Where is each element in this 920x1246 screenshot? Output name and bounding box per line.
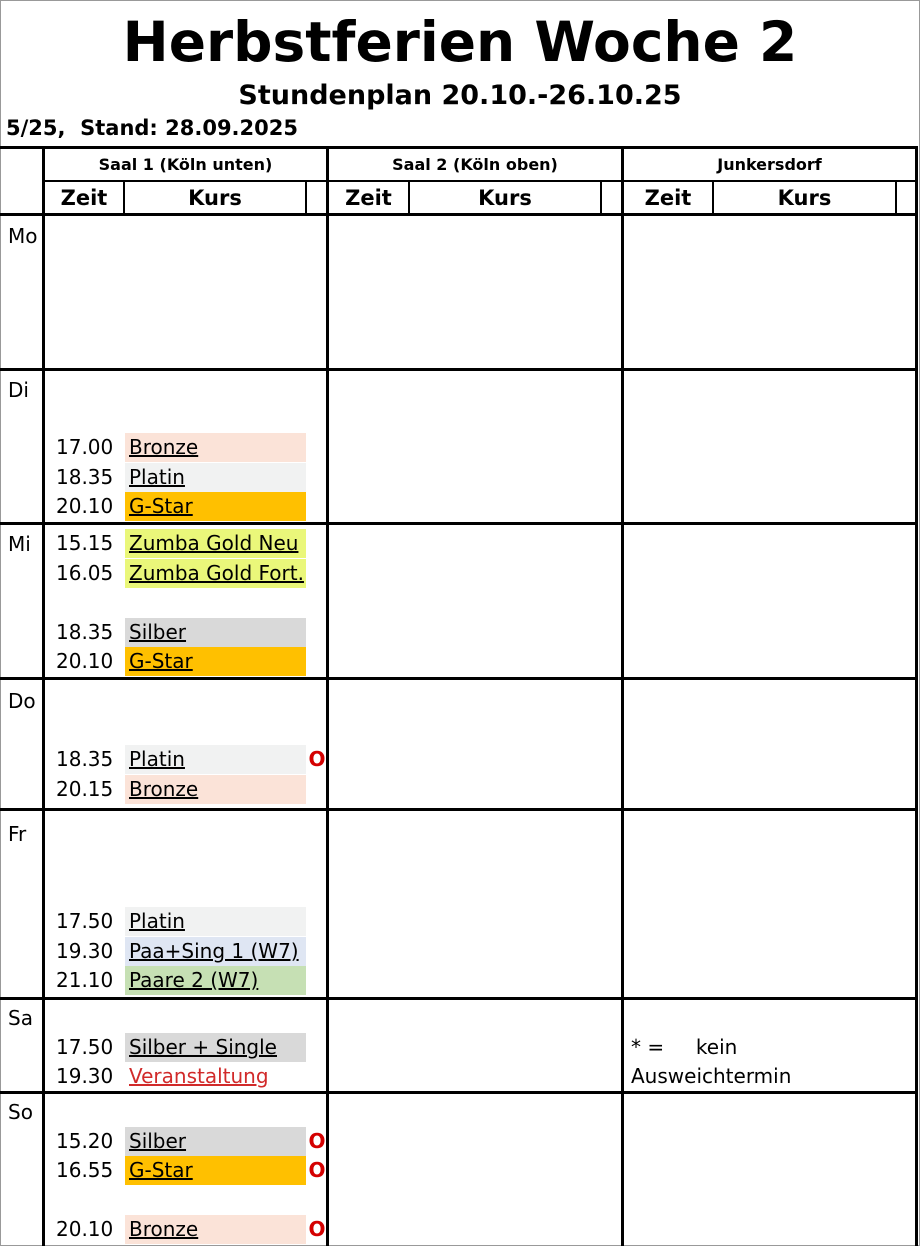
course-time: 21.10 xyxy=(56,968,114,992)
course-time: 20.10 xyxy=(56,1217,114,1241)
course-row xyxy=(0,1156,330,1185)
course-time: 15.15 xyxy=(56,531,114,555)
course-time: 20.10 xyxy=(56,649,114,673)
course-time: 16.05 xyxy=(56,561,114,585)
hall-header-saal1: Saal 1 (Köln unten) xyxy=(98,155,273,174)
course-time: 19.30 xyxy=(56,1064,114,1088)
course-link[interactable]: G-Star xyxy=(125,492,306,521)
day-label-so: So xyxy=(8,1100,33,1124)
day-label-di: Di xyxy=(8,378,29,402)
course-time: 17.50 xyxy=(56,1035,114,1059)
course-row xyxy=(0,618,330,647)
course-row xyxy=(0,1127,330,1156)
course-row xyxy=(0,1062,330,1091)
marker-o: O xyxy=(308,1129,326,1153)
marker-o: O xyxy=(308,1217,326,1241)
col-header-kurs: Kurs xyxy=(777,186,832,210)
course-link[interactable]: Platin xyxy=(125,463,306,492)
hall-header-saal2: Saal 2 (Köln oben) xyxy=(392,155,558,174)
course-time: 16.55 xyxy=(56,1158,114,1182)
course-link[interactable]: Bronze xyxy=(125,433,306,462)
course-time: 19.30 xyxy=(56,939,114,963)
course-row xyxy=(0,775,330,804)
version-date: 5/25, Stand: 28.09.2025 xyxy=(6,116,298,140)
course-row xyxy=(0,937,330,966)
course-time: 15.20 xyxy=(56,1129,114,1153)
course-row xyxy=(0,433,330,462)
course-time: 20.10 xyxy=(56,494,114,518)
day-label-sa: Sa xyxy=(8,1006,33,1030)
course-time: 18.35 xyxy=(56,465,114,489)
course-link[interactable]: Paa+Sing 1 (W7) xyxy=(125,937,306,966)
course-row xyxy=(0,1033,330,1062)
course-time: 18.35 xyxy=(56,747,114,771)
course-row xyxy=(0,1215,330,1244)
marker-o: O xyxy=(308,1158,326,1182)
course-link[interactable]: Bronze xyxy=(125,775,306,804)
course-link[interactable]: G-Star xyxy=(125,1156,306,1185)
legend-note: Ausweichtermin xyxy=(631,1064,792,1088)
page-subtitle: Stundenplan 20.10.-26.10.25 xyxy=(238,80,682,111)
hall-header-junkersdorf: Junkersdorf xyxy=(717,155,822,174)
course-row xyxy=(0,745,330,774)
course-time: 18.35 xyxy=(56,620,114,644)
col-header-zeit: Zeit xyxy=(60,186,108,210)
course-row xyxy=(0,492,330,521)
day-label-fr: Fr xyxy=(8,822,27,846)
course-link[interactable]: Bronze xyxy=(125,1215,306,1244)
course-time: 17.50 xyxy=(56,909,114,933)
course-row xyxy=(0,966,330,995)
course-link[interactable]: Paare 2 (W7) xyxy=(125,966,306,995)
day-label-do: Do xyxy=(8,689,36,713)
day-label-mo: Mo xyxy=(8,224,38,248)
course-row xyxy=(0,529,330,558)
course-row xyxy=(0,647,330,676)
day-label-mi: Mi xyxy=(8,532,31,556)
col-header-kurs: Kurs xyxy=(188,186,242,210)
course-row xyxy=(0,907,330,936)
course-row xyxy=(0,463,330,492)
col-header-zeit: Zeit xyxy=(644,186,692,210)
course-link[interactable]: Silber + Single xyxy=(125,1033,306,1062)
marker-o: O xyxy=(308,747,326,771)
course-link[interactable]: Zumba Gold Neu xyxy=(125,529,306,558)
col-header-zeit: Zeit xyxy=(345,186,392,210)
course-row xyxy=(0,559,330,588)
course-link[interactable]: G-Star xyxy=(125,647,306,676)
course-link[interactable]: Zumba Gold Fort. xyxy=(125,559,306,588)
course-time: 17.00 xyxy=(56,435,114,459)
page-title: Herbstferien Woche 2 xyxy=(122,10,798,74)
course-link[interactable]: Silber xyxy=(125,618,306,647)
course-link[interactable]: Platin xyxy=(125,745,306,774)
legend-note: * = kein xyxy=(631,1035,738,1059)
course-link[interactable]: Silber xyxy=(125,1127,306,1156)
col-header-kurs: Kurs xyxy=(478,186,532,210)
course-link[interactable]: Veranstaltung xyxy=(125,1062,306,1091)
course-time: 20.15 xyxy=(56,777,114,801)
course-link[interactable]: Platin xyxy=(125,907,306,936)
